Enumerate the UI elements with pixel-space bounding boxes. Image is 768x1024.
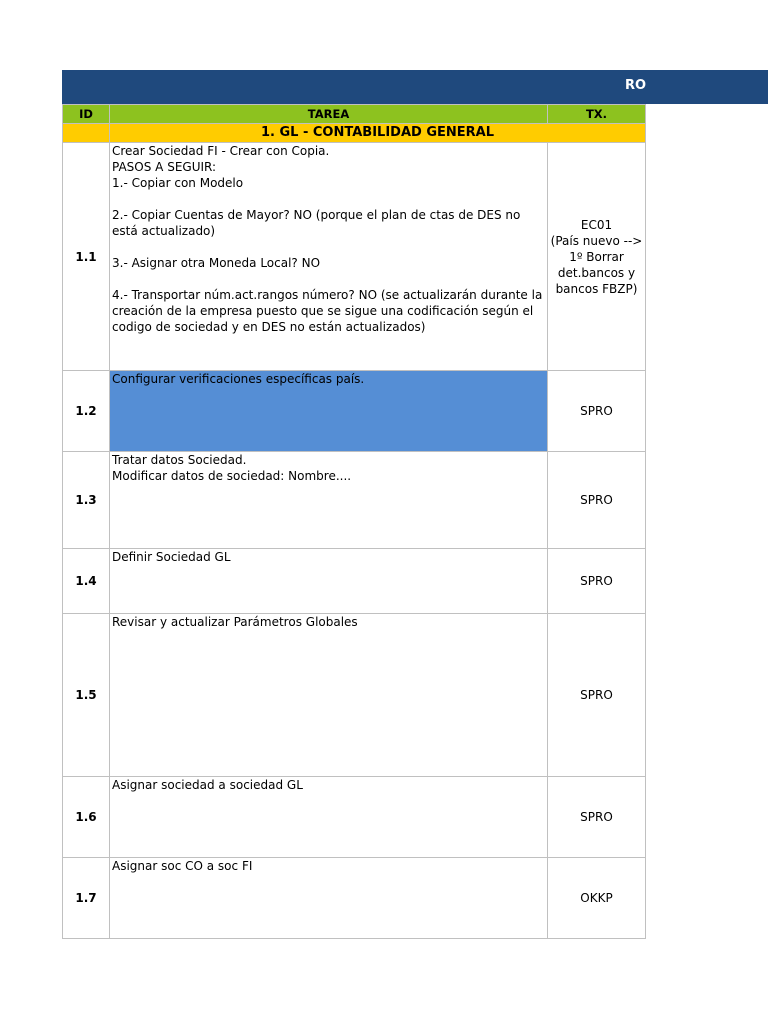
row-id: 1.1 [63,143,110,371]
row-id: 1.3 [63,452,110,549]
row-tx: SPRO [548,452,646,549]
row-tx: OKKP [548,858,646,939]
row-tx: SPRO [548,777,646,858]
row-tx: SPRO [548,614,646,777]
table-row [63,549,646,614]
row-id: 1.7 [63,858,110,939]
section-row [63,124,646,143]
row-id: 1.2 [63,371,110,452]
row-tx [548,143,646,371]
row-task: Asignar soc CO a soc FI [110,858,548,939]
banner-code: RO [625,78,647,93]
table-row [63,371,646,452]
table-row [63,614,646,777]
header-banner [62,70,768,104]
row-tx: SPRO [548,549,646,614]
row-task: Crear Sociedad FI - Crear con Copia. PASOS A SEGUIR: 1.- Copiar con Modelo 2.- Copiar Cuentas de Mayor? NO (porque el plan de ctas de DES no está actualizado) 3.- Asignar otra Moneda Local? NO 4.- Transportar núm.act.rangos número? NO (se actualizarán durante la creación de la empresa puesto que se sigue una codificación según el codigo de sociedad y en DES no están actualizados) [110,143,548,371]
section-id-cell [63,124,110,143]
row-id: 1.6 [63,777,110,858]
column-header-task: TAREA [110,105,548,124]
section-title: 1. GL - CONTABILIDAD GENERAL [110,124,646,143]
row-task: Definir Sociedad GL [110,549,548,614]
column-header-tx: TX. [548,105,646,124]
row-task: Configurar verificaciones específicas país. [110,371,548,452]
column-header-id: ID [63,105,110,124]
table-header-row [63,105,646,124]
table-row [63,452,646,549]
row-id: 1.5 [63,614,110,777]
row-task: Tratar datos Sociedad. Modificar datos de sociedad: Nombre.... [110,452,548,549]
task-table [62,104,646,939]
row-tx-text: EC01 (País nuevo --> 1º Borrar det.bancos y bancos FBZP) [550,217,643,296]
table-row [63,143,646,371]
row-task: Asignar sociedad a sociedad GL [110,777,548,858]
table-row [63,777,646,858]
row-task: Revisar y actualizar Parámetros Globales [110,614,548,777]
table-row [63,858,646,939]
row-id: 1.4 [63,549,110,614]
row-tx: SPRO [548,371,646,452]
